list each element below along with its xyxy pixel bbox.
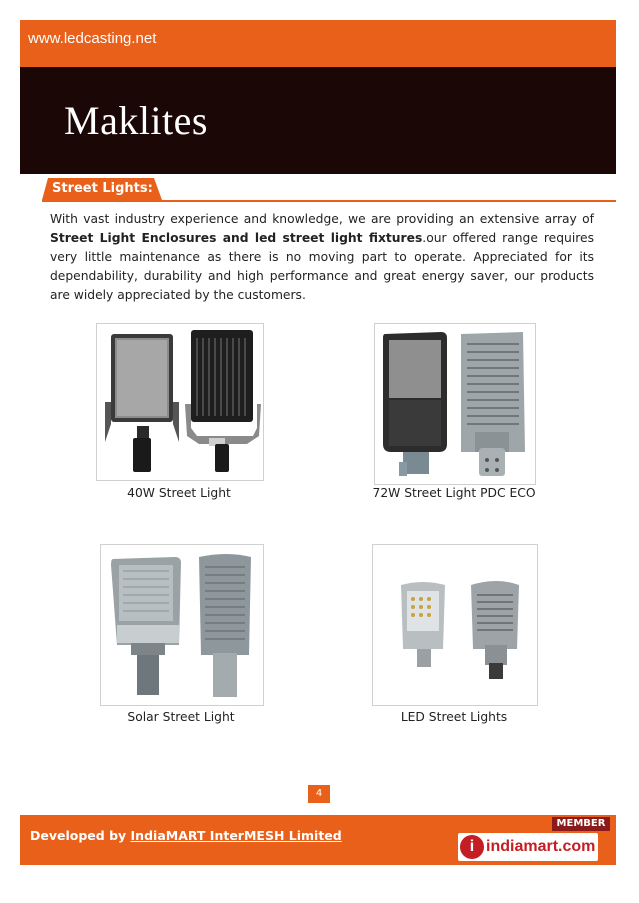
solar-street-light-image (101, 545, 263, 705)
member-tag: MEMBER (552, 817, 610, 831)
intro-text-2: .our offered range requires very little maintenance as there is no moving part to operate. Appreciated for its dependability, durability and high performance and great energy saver, our products are widely appreciated by the customers. (50, 231, 594, 302)
developer-prefix: Developed by (30, 828, 131, 843)
top-bar (20, 20, 616, 67)
brand-header (20, 67, 616, 174)
product-caption: 72W Street Light PDC ECO (372, 486, 536, 500)
indiamart-name: indiamart.com (486, 838, 596, 855)
section-divider (42, 200, 616, 202)
developer-credit (30, 828, 342, 843)
product-image-frame (372, 544, 538, 706)
page-number: 4 (308, 785, 330, 803)
developer-company-link[interactable]: IndiaMART InterMESH Limited (130, 828, 342, 843)
product-caption: LED Street Lights (400, 710, 508, 724)
product-caption: Solar Street Light (127, 710, 235, 724)
product-image-frame (96, 323, 264, 481)
led-street-light-image (373, 545, 537, 705)
indiamart-member-badge[interactable] (442, 817, 614, 863)
street-light-image (375, 324, 535, 484)
product-caption: 40W Street Light (127, 486, 231, 500)
website-url[interactable]: www.ledcasting.net (28, 30, 157, 47)
brochure-page (20, 20, 616, 865)
intro-bold-text: Street Light Enclosures and led street light fixtures (50, 231, 423, 245)
intro-paragraph (50, 210, 594, 305)
product-image-frame (374, 323, 536, 485)
company-name: Maklites (64, 98, 208, 143)
indiamart-logo-icon: i (460, 835, 484, 859)
floodlight-image (97, 324, 263, 480)
section-title: Street Lights: (52, 181, 153, 196)
product-image-frame (100, 544, 264, 706)
footer-bar (20, 815, 616, 865)
intro-text-1: With vast industry experience and knowledge, we are providing an extensive array of (50, 212, 594, 226)
